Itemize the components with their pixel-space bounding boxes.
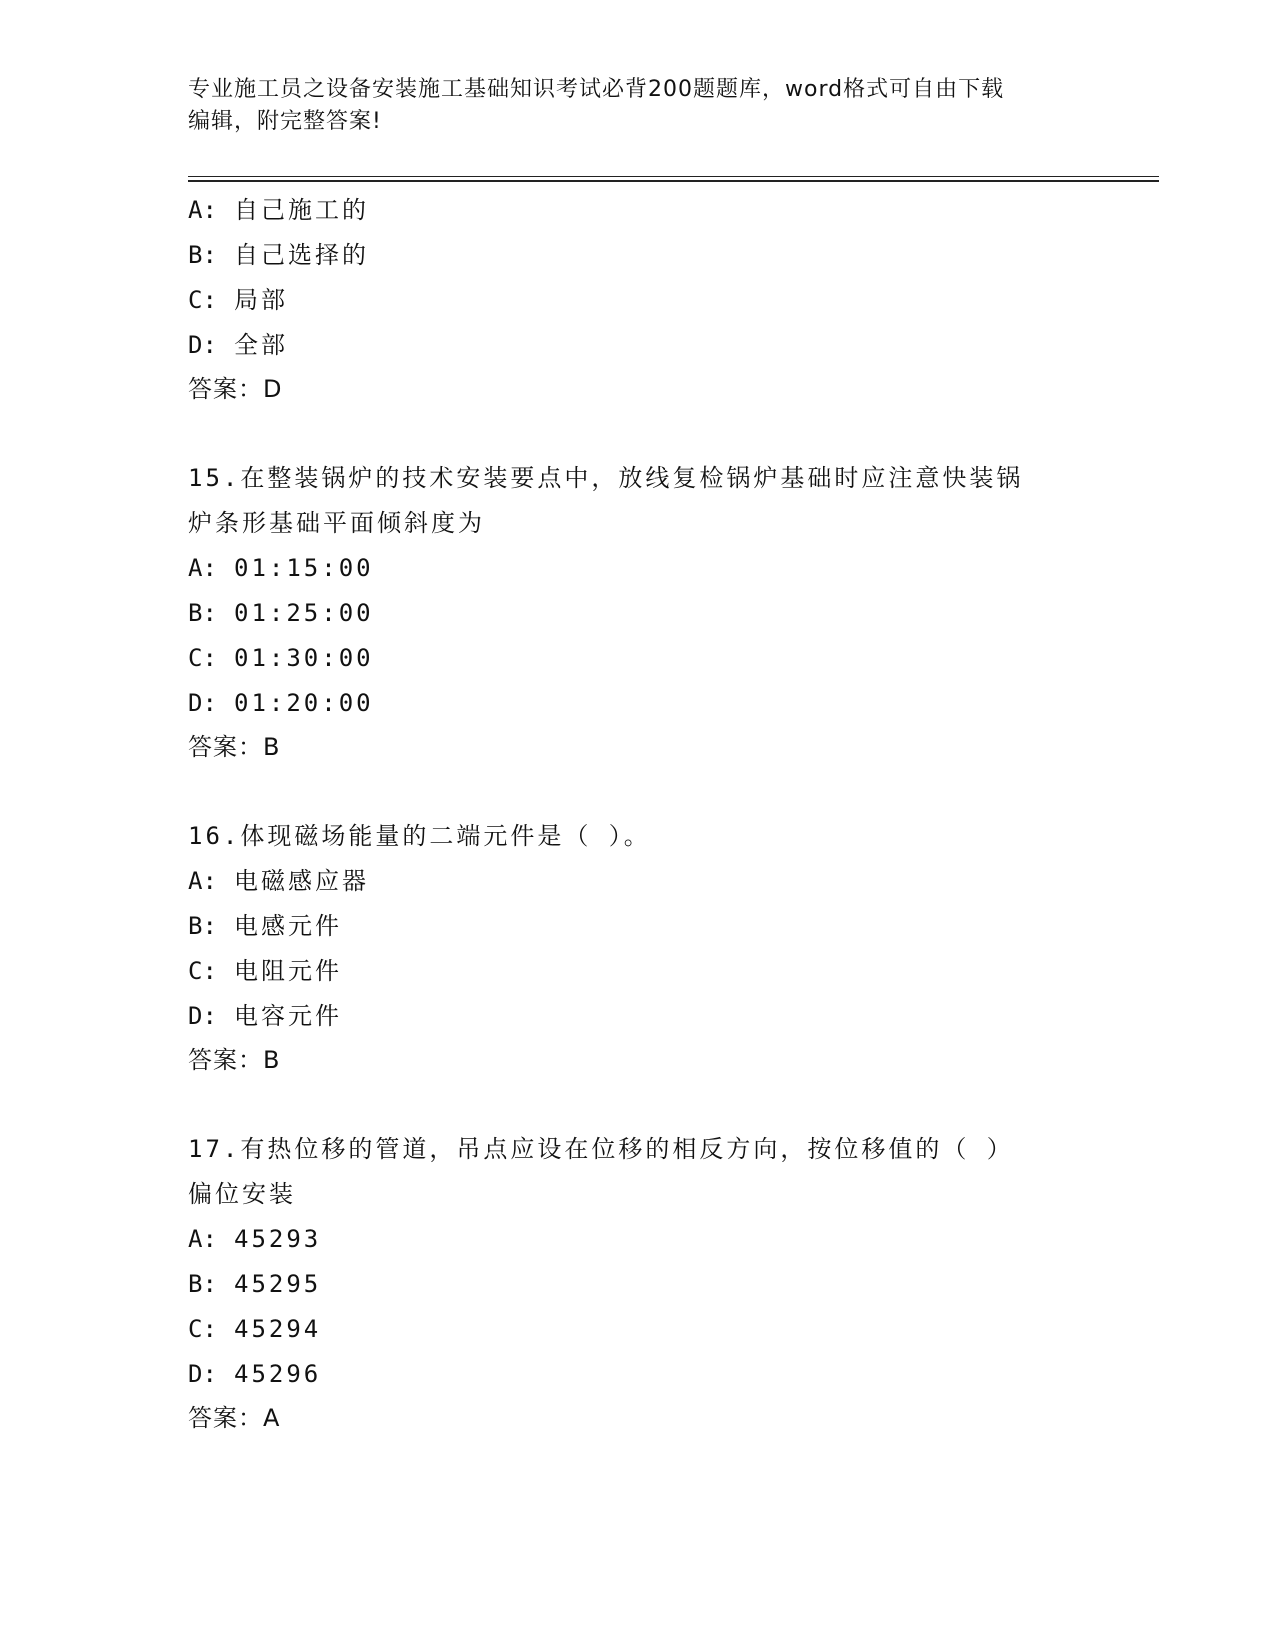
question-15-option-c: C: 01:30:00	[188, 644, 374, 672]
option-b: B: 自己选择的	[188, 241, 369, 269]
question-15-option-a: A: 01:15:00	[188, 554, 374, 582]
question-16-stem-line-1: 16.体现磁场能量的二端元件是（ ）。	[188, 822, 651, 850]
question-17-option-b: B: 45295	[188, 1270, 322, 1298]
header-title-line-1: 专业施工员之设备安装施工基础知识考试必背200题题库，word格式可自由下载	[188, 77, 1005, 102]
question-15-stem-line-1: 15.在整装锅炉的技术安装要点中，放线复检锅炉基础时应注意快装锅	[188, 464, 1024, 492]
question-16-answer: 答案：B	[188, 1046, 281, 1074]
header-divider-thin	[188, 176, 1159, 177]
question-15-stem-line-2: 炉条形基础平面倾斜度为	[188, 509, 485, 537]
question-15-option-b: B: 01:25:00	[188, 599, 374, 627]
option-d: D: 全部	[188, 331, 288, 359]
question-17-stem-line-1: 17.有热位移的管道，吊点应设在位移的相反方向，按位移值的（ ）	[188, 1135, 1014, 1163]
header-title-line-2: 编辑，附完整答案!	[188, 109, 382, 134]
option-a: A: 自己施工的	[188, 196, 369, 224]
question-17-stem-line-2: 偏位安装	[188, 1180, 296, 1208]
question-17-option-c: C: 45294	[188, 1315, 322, 1343]
answer-line: 答案：D	[188, 375, 283, 403]
document-header	[188, 74, 1088, 138]
header-divider-thick	[188, 180, 1159, 182]
question-15-answer: 答案：B	[188, 733, 281, 761]
question-17-answer: 答案：A	[188, 1404, 281, 1432]
question-15-option-d: D: 01:20:00	[188, 689, 374, 717]
question-17-option-d: D: 45296	[188, 1360, 322, 1388]
question-16-option-d: D: 电容元件	[188, 1002, 342, 1030]
question-16-option-a: A: 电磁感应器	[188, 867, 369, 895]
option-c: C: 局部	[188, 286, 288, 314]
question-16-option-c: C: 电阻元件	[188, 957, 342, 985]
question-16-option-b: B: 电感元件	[188, 912, 342, 940]
question-17-option-a: A: 45293	[188, 1225, 322, 1253]
